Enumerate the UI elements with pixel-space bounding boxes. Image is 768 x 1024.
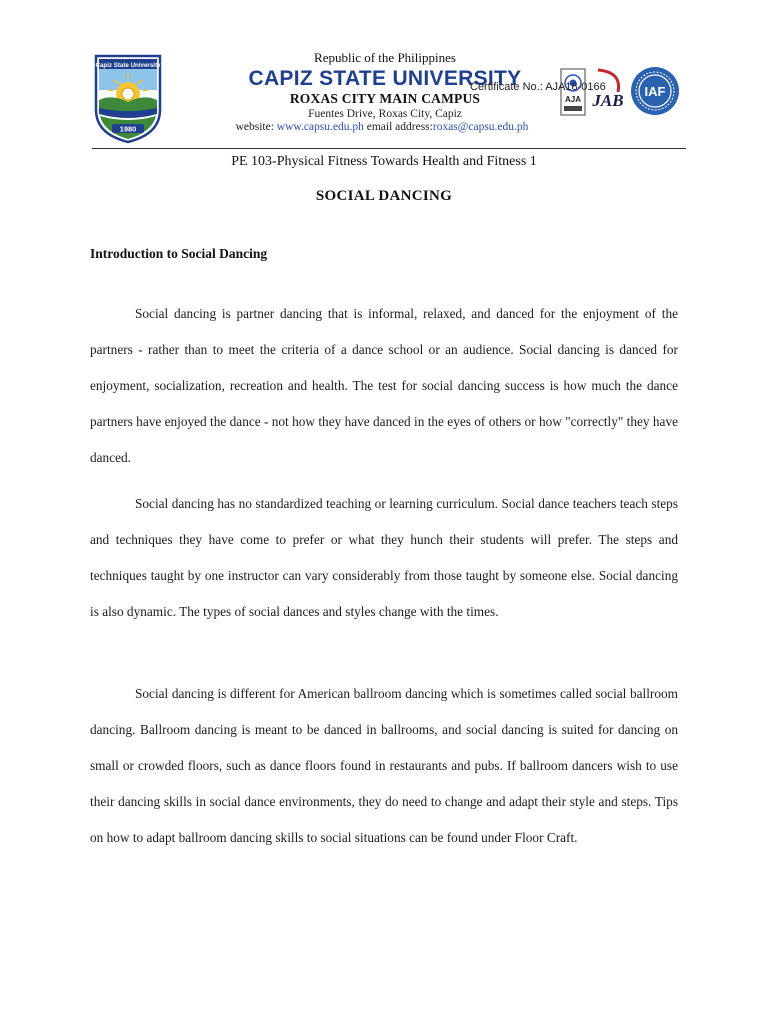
seal-label: Capiz State University [95,62,161,69]
paragraph-2: Social dancing has no standardized teaching or learning curriculum. Social dance teachers teach steps and techniques they have come to prefer or what they hunch their students will prefer. The steps and techniques taught by one instructor can vary considerably from those taught by someone else. Social dancing is also dynamic. The types of social dances and styles change with the times. [90,496,678,619]
letterhead [92,44,686,149]
website-link[interactable]: www.capsu.edu.ph [276,121,364,133]
seal-year: 1980 [119,124,137,134]
contact-line [214,121,550,133]
iaf-logo-icon [630,66,680,116]
aja-logo-label: AJA [564,95,582,104]
header-divider [92,148,686,149]
paragraph-1: Social dancing is partner dancing that is informal, relaxed, and danced for the enjoyment of the partners - rather than to meet the criteria of a dance school or an audience. Social dancing is danced for enjoyment, socialization, recreation and health. The test for social dancing success is how much the dance partners have enjoyed the dance - not how they have danced in the eyes of others or how "correctly" they have danced. [90,306,678,465]
section-heading: Introduction to Social Dancing [90,246,268,261]
iaf-logo-label: IAF [644,84,666,99]
campus-name: ROXAS CITY MAIN CAMPUS [289,91,481,106]
email-link[interactable]: roxas@capsu.edu.ph [432,121,529,133]
certificate-number: Certificate No.: AJA18-0166 [470,81,606,93]
campus-address: Fuentes Drive, Roxas City, Capiz [308,108,462,120]
university-name: CAPIZ STATE UNIVERSITY [248,67,522,90]
document-title: SOCIAL DANCING [315,188,453,204]
email-label: email address: [366,121,433,133]
paragraph-3: Social dancing is different for American ballroom dancing which is sometimes called social ballroom dancing. Ballroom dancing is meant to be danced in ballrooms, and social dancing is suited for dancing on small or crowded floors, such as dance floors found in restaurants and pubs. If ballroom dancers wish to use their dancing skills in social dance environments, they do need to change and adapt their style and steps. Tips on how to adapt ballroom dancing skills to social situations can be found under Floor Craft. [90,686,678,845]
republic-line: Republic of the Philippines [314,50,456,65]
website-label: website: [235,121,274,133]
university-seal-icon [92,52,164,144]
course-title: PE 103-Physical Fitness Towards Health and Fitness 1 [231,154,537,169]
certification-logos [560,64,686,124]
jab-logo-label: JAB [592,91,624,110]
